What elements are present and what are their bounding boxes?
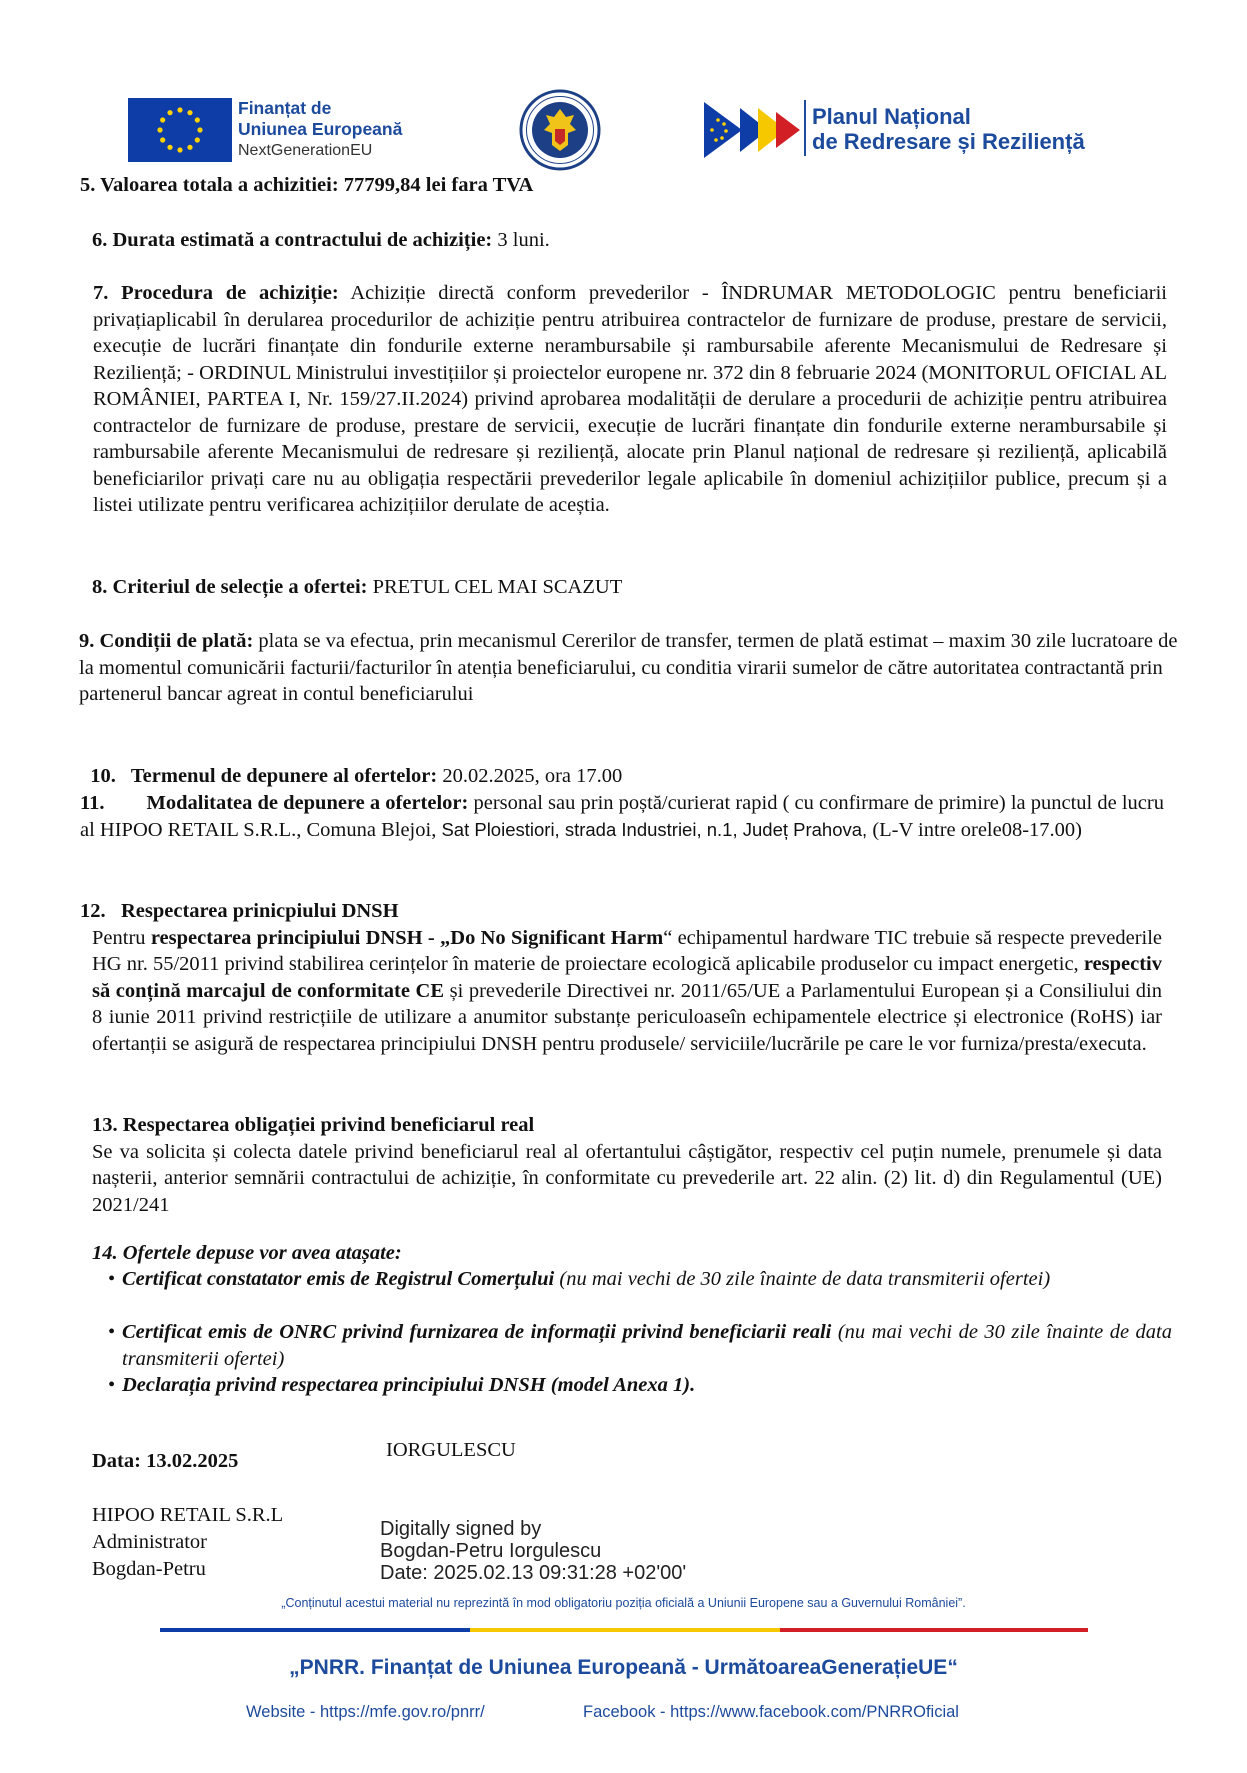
footer-divider-red <box>780 1628 1088 1632</box>
duration-label: 6. Durata estimată a contractului de achiziție: <box>92 229 493 251</box>
attachment-item: • Certificat constatator emis de Registrul Comerțului (nu mai vechi de 30 zile înainte de data transmiterii ofertei) <box>108 1268 1051 1290</box>
document-date <box>92 1448 238 1475</box>
total-value-label: 5. Valoarea totala a achizitiei: 77799,84 lei fara TVA <box>80 174 534 196</box>
signatory-company: HIPOO RETAIL S.R.L <box>92 1504 284 1526</box>
section-10-submission-deadline <box>80 736 1130 789</box>
section-5-total-value <box>80 172 1140 199</box>
attachment-item: • Certificat emis de ONRC privind furnizarea de informații privind beneficiarii reali (nu mai vechi de 30 zile înainte de data transmiterii ofertei) <box>108 1321 1172 1370</box>
submission-method-number: 11. <box>80 792 105 814</box>
eu-star-icon <box>197 127 202 132</box>
government-seal <box>519 89 601 171</box>
attachment-item-bold: Declarația privind respectarea principiului DNSH (model Anexa 1). <box>122 1374 696 1396</box>
dnsh-text-2: “ echipamentul hardware TIC trebuie să respecte prevederile HG nr. 55/2011 privind stabilirea cerințelor în materie de proiectare ecologică aplicabile produselor cu impact energetic, <box>92 926 1163 975</box>
pnrr-logo-line1: Planul Național <box>812 104 971 129</box>
dnsh-bold-2: respectiv să conțină marcajul de conformitate CE <box>92 953 1162 1002</box>
dnsh-paragraph <box>92 925 1162 1058</box>
selection-criteria-value: PRETUL CEL MAI SCAZUT <box>367 576 623 598</box>
document-date-text: Data: 13.02.2025 <box>92 1450 239 1472</box>
attachment-item-bold: Certificat constatator emis de Registrul Comerțului <box>122 1268 555 1290</box>
section-11-submission-method <box>80 790 1180 843</box>
digital-signature-line2: Bogdan-Petru Iorgulescu <box>380 1540 602 1562</box>
submission-method-label: Modalitatea de depunere a ofertelor: <box>146 792 469 814</box>
footer-divider-blue <box>160 1628 470 1632</box>
eu-star-icon <box>167 145 172 150</box>
beneficial-owner-title: 13. Respectarea obligației privind beneficiarul real <box>92 1114 535 1136</box>
section-8-selection-criteria <box>92 574 1142 601</box>
footer-slogan: „PNRR. Finanțat de Uniunea Europeană - UrmătoareaGenerațieUE“ <box>289 1656 958 1679</box>
signatory-surname: IORGULESCU <box>386 1439 516 1461</box>
pnrr-logo-line2: de Redresare și Reziliență <box>812 129 1085 154</box>
romania-coat-of-arms-icon <box>519 89 601 171</box>
pnrr-logo <box>704 98 1124 162</box>
eu-star-icon <box>177 107 182 112</box>
eu-star-icon <box>167 110 172 115</box>
selection-criteria-label: 8. Criteriul de selecție a ofertei: <box>92 576 368 598</box>
pnrr-arrows-icon <box>704 102 804 158</box>
payment-conditions-label: 9. Condiții de plată: <box>79 630 254 652</box>
eu-logo-line3: NextGenerationEU <box>238 142 373 159</box>
submission-method-text: personal sau prin poștă/curierat rapid ( cu confirmare de primire) la punctul de lucru al HIPOO RETAIL S.R.L., Comuna Blejoi, <box>80 792 1164 841</box>
eu-logo-line1: Finanțat de <box>238 98 332 118</box>
signatory-role: Administrator <box>92 1531 208 1553</box>
signatory-block <box>92 1502 283 1583</box>
eu-star-icon <box>160 137 165 142</box>
submission-deadline-label: 10. Termenul de depunere al ofertelor: <box>90 764 438 787</box>
dnsh-text-3: și prevederile Directivei nr. 2011/65/UE a Parlamentului European și a Consiliului din 8 iunie 2011 privind restricțiile de utilizare a anumitor substanțe periculoaseîn echipamentele electrice și electronice (RoHS) iar ofertanții se asigură de respectarea principiului DNSH pentru produsele/ serviciile/lucrările pe care le vor furniza/presta/executa. <box>92 979 1162 1055</box>
footer-website-link[interactable]: Website - https://mfe.gov.ro/pnrr/ <box>246 1703 485 1721</box>
eu-star-icon <box>195 137 200 142</box>
payment-conditions-text: plata se va efectua, prin mecanismul Cererilor de transfer, termen de plată estimat – maxim 30 zile lucratoare de la momentul comunicării facturii/facturilor în atenția beneficiarului, cu conditia virarii sumelor de către autoritatea contractantă prin partenerul bancar agreat in contul beneficiarului <box>79 630 1178 705</box>
eu-star-icon <box>157 127 162 132</box>
section-12-dnsh <box>80 898 1163 1057</box>
footer-divider-yellow <box>470 1628 780 1632</box>
footer-disclaimer: „Conținutul acestui material nu reprezintă în mod obligatoriu poziția oficială a Uniunii Europene sau a Guvernului României”. <box>281 1596 966 1610</box>
footer-facebook-link[interactable]: Facebook - https://www.facebook.com/PNRROficial <box>583 1703 959 1721</box>
eu-logo-line2: Uniunea Europeană <box>238 119 403 139</box>
eu-flag-icon <box>128 98 232 162</box>
eu-star-icon <box>187 145 192 150</box>
eu-star-icon <box>177 147 182 152</box>
beneficial-owner-text: Se va solicita și colecta datele privind beneficiarul real al ofertantului câștigător, respectiv cel puțin numele, prenumele și data nașterii, anterior semnării contractului de achiziție, în conformitate cu prevederile art. 22 alin. (2) lit. d) din Regulamentul (UE) 2021/241 <box>92 1140 1162 1216</box>
eu-funding-logo <box>128 98 448 164</box>
section-7-procedure <box>93 280 1167 519</box>
eu-star-icon <box>195 117 200 122</box>
section-13-beneficial-owner <box>92 1112 1162 1218</box>
procedure-text: Achiziție directă conform prevederilor - ÎNDRUMAR METODOLOGIC pentru beneficiarii privațiaplicabil în derularea procedurilor de achiziție pentru atribuirea contractelor de furnizare de produse, prestare de servicii, execuție de lucrări finanțate din fondurile externe nerambursabile și rambursabile aferente Mecanismului de Redresare și Reziliență; - ORDINUL Ministrului investițiilor și proiectelor europene nr. 372 din 8 februarie 2024 (MONITORUL OFICIAL AL ROMÂNIEI, PARTEA I, Nr. 159/27.II.2024) privind aprobarea modalității de derulare a procedurii de achiziție pentru atribuirea contractelor de furnizare de produse, prestare de servicii, execuție de lucrări finanțate din fondurile externe nerambursabile și rambursabile aferente Mecanismului de redresare și reziliență, alocate prin Planul național de redresare și reziliență, aplicabilă beneficiarilor privați care nu au obligația respectării prevederilor legale aplicabile în domeniul achizițiilor publice, precum și a listei utilizate pentru verificarea achizițiilor derulate de aceștia. <box>93 282 1167 516</box>
procedure-label: 7. Procedura de achiziție: <box>93 282 339 304</box>
digital-signature <box>380 1518 686 1584</box>
section-14-attachments <box>92 1240 1162 1267</box>
digital-signature-line3: Date: 2025.02.13 09:31:28 +02'00' <box>380 1562 687 1584</box>
dnsh-title: 12. Respectarea prinicpiului DNSH <box>80 900 399 922</box>
eu-star-icon <box>187 110 192 115</box>
dnsh-text-1: Pentru <box>92 926 151 949</box>
eu-star-icon <box>160 117 165 122</box>
submission-deadline-value: 20.02.2025, ora 17.00 <box>437 764 623 787</box>
section-9-payment-conditions <box>79 628 1189 708</box>
attachments-title: 14. Ofertele depuse vor avea atașate: <box>92 1242 402 1264</box>
section-6-duration <box>92 227 1142 254</box>
digital-signature-line1: Digitally signed by <box>380 1518 542 1540</box>
dnsh-bold-1: respectarea principiului DNSH - „Do No Significant Harm <box>150 926 664 949</box>
signatory-name: Bogdan-Petru <box>92 1558 206 1580</box>
duration-value: 3 luni. <box>492 229 550 251</box>
attachment-item: • Declarația privind respectarea principiului DNSH (model Anexa 1). <box>108 1374 696 1396</box>
attachment-item-bold: Certificat emis de ONRC privind furnizarea de informații privind beneficiarii reali <box>122 1321 832 1343</box>
attachment-item-rest: (nu mai vechi de 30 zile înainte de data transmiterii ofertei) <box>554 1268 1051 1290</box>
attachment-item-rest: (nu mai vechi de 30 zile înainte de data transmiterii ofertei) <box>122 1321 1172 1370</box>
submission-address: Sat Ploiestiori, strada Industriei, n.1, Județ Prahova, <box>441 818 868 840</box>
submission-hours: (L-V intre orele08-17.00) <box>867 818 1082 841</box>
